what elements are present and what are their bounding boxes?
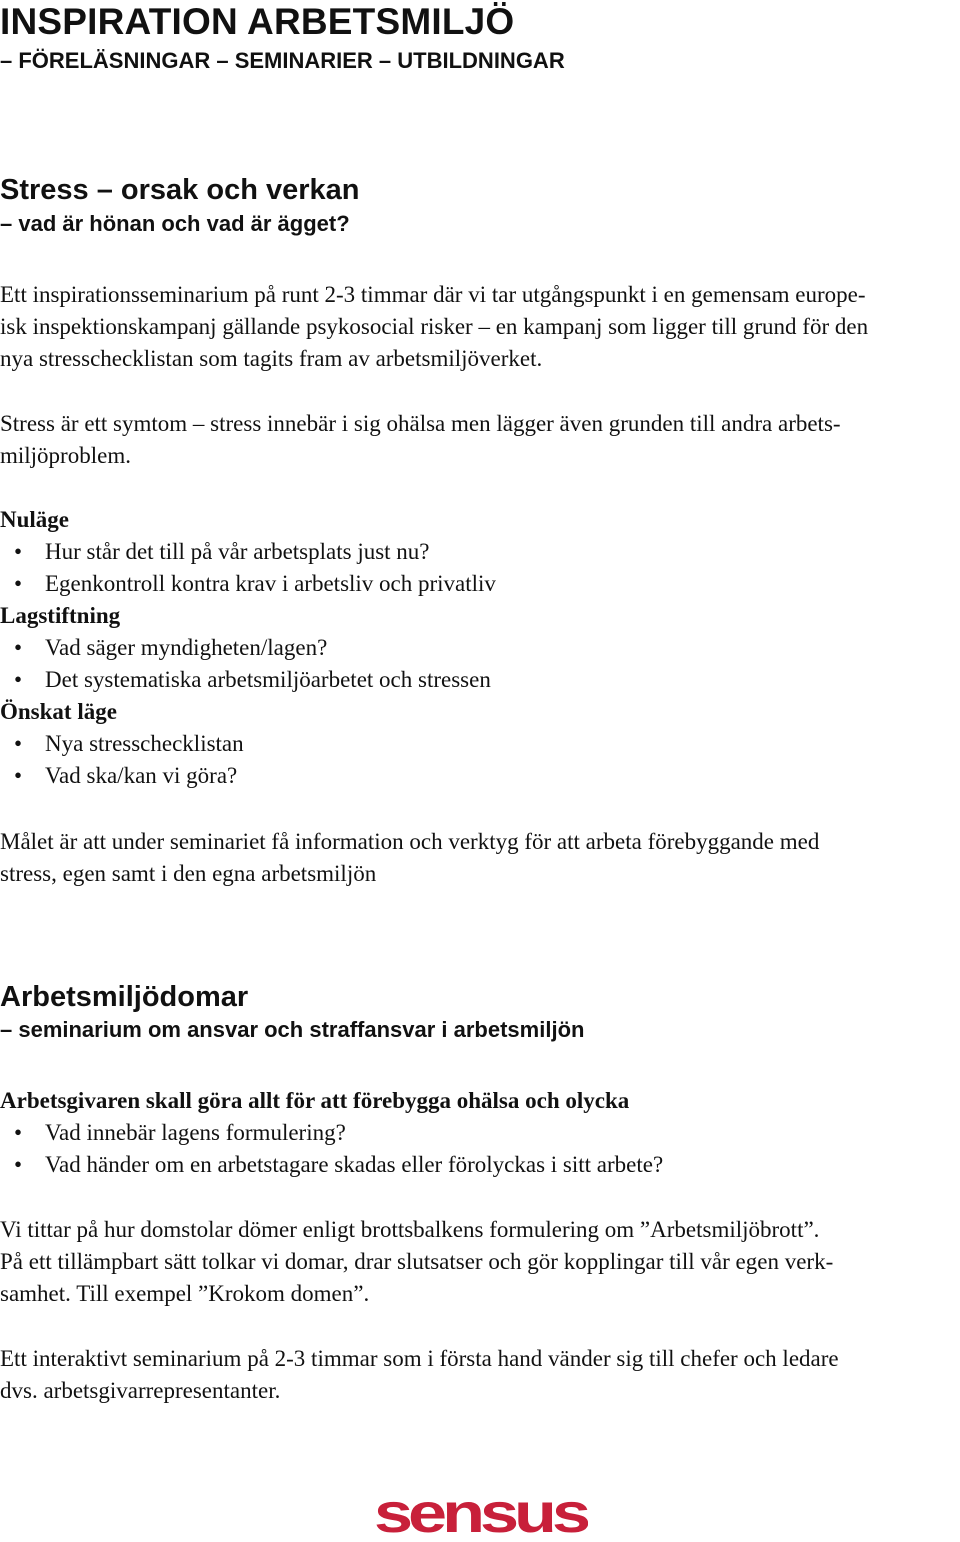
list-item-text: Vad säger myndigheten/lagen? bbox=[45, 635, 328, 660]
list-item-text: Vad innebär lagens formulering? bbox=[45, 1120, 346, 1145]
text-line: isk inspektionskampanj gällande psykosocial risker – en kampanj som ligger till grund för den bbox=[0, 314, 869, 339]
text-line: På ett tillämpbart sätt tolkar vi domar, drar slutsatser och gör kopplingar till vår egen verk- bbox=[0, 1249, 834, 1274]
list-item-text: Nya stresschecklistan bbox=[45, 731, 244, 756]
list-item bbox=[0, 1149, 664, 1181]
page-subtitle: – FÖRELÄSNINGAR – SEMINARIER – UTBILDNINGAR bbox=[0, 48, 565, 73]
list-item-text: Vad händer om en arbetstagare skadas eller förolyckas i sitt arbete? bbox=[45, 1152, 664, 1177]
bullet-icon: • bbox=[14, 731, 23, 756]
sensus-logo bbox=[372, 1488, 588, 1540]
section-domar-title: Arbetsmiljödomar bbox=[0, 981, 249, 1013]
list-item bbox=[0, 1117, 629, 1149]
text-line: Vi tittar på hur domstolar dömer enligt brottsbalkens formulering om ”Arbetsmiljöbrott”. bbox=[0, 1217, 820, 1242]
text-line: samhet. Till exempel ”Krokom domen”. bbox=[0, 1281, 370, 1306]
list-item bbox=[0, 664, 491, 696]
bullet-icon: • bbox=[14, 1120, 23, 1145]
text-line: miljöproblem. bbox=[0, 443, 131, 468]
text-line: stress, egen samt i den egna arbetsmiljön bbox=[0, 861, 377, 886]
list-item-text: Egenkontroll kontra krav i arbetsliv och privatliv bbox=[45, 571, 496, 596]
text-line: Ett inspirationsseminarium på runt 2-3 timmar där vi tar utgångspunkt i en gemensam europe- bbox=[0, 282, 866, 307]
page-title: INSPIRATION ARBETSMILJÖ bbox=[0, 1, 515, 42]
bullet-icon: • bbox=[14, 763, 23, 788]
list-item-text: Hur står det till på vår arbetsplats just nu? bbox=[45, 539, 430, 564]
list-item-text: Det systematiska arbetsmiljöarbetet och stressen bbox=[45, 667, 491, 692]
group-heading-onskat-lage: Önskat läge bbox=[0, 699, 117, 724]
text-line: dvs. arbetsgivarrepresentanter. bbox=[0, 1378, 281, 1403]
bullet-icon: • bbox=[14, 667, 23, 692]
text-line: Målet är att under seminariet få information och verktyg för att arbeta förebyggande med bbox=[0, 829, 820, 854]
bullet-list bbox=[0, 1117, 664, 1181]
list-item bbox=[0, 632, 328, 664]
bullet-icon: • bbox=[14, 571, 23, 596]
bullet-list bbox=[0, 536, 496, 600]
stress-topics bbox=[0, 504, 496, 792]
list-item bbox=[0, 568, 496, 600]
bullet-icon: • bbox=[14, 635, 23, 660]
text-line: Ett interaktivt seminarium på 2-3 timmar som i första hand vänder sig till chefer och ledare bbox=[0, 1346, 839, 1371]
section-stress-subtitle: – vad är hönan och vad är ägget? bbox=[0, 211, 350, 236]
section-stress-title: Stress – orsak och verkan bbox=[0, 174, 360, 206]
group-heading-lagstiftning: Lagstiftning bbox=[0, 603, 121, 628]
list-item bbox=[0, 536, 430, 568]
list-item bbox=[0, 760, 238, 792]
domar-closing-paragraph bbox=[0, 1343, 839, 1407]
list-item-text: Vad ska/kan vi göra? bbox=[45, 763, 238, 788]
bullet-list bbox=[0, 632, 491, 696]
stress-goal-paragraph bbox=[0, 826, 819, 890]
text-line: nya stresschecklistan som tagits fram av arbetsmiljöverket. bbox=[0, 346, 543, 371]
domar-topics bbox=[0, 1085, 664, 1181]
stress-intro-paragraph bbox=[0, 279, 868, 375]
stress-symptom-paragraph bbox=[0, 408, 841, 472]
bullet-list bbox=[0, 728, 244, 792]
list-item bbox=[0, 728, 244, 760]
domar-body-paragraph bbox=[0, 1214, 833, 1310]
bullet-icon: • bbox=[14, 1152, 23, 1177]
group-heading-nulage: Nuläge bbox=[0, 507, 69, 532]
domar-lead: Arbetsgivaren skall göra allt för att förebygga ohälsa och olycka bbox=[0, 1088, 630, 1113]
bullet-icon: • bbox=[14, 539, 23, 564]
section-domar-subtitle: – seminarium om ansvar och straffansvar i arbetsmiljön bbox=[0, 1017, 585, 1042]
text-line: Stress är ett symtom – stress innebär i sig ohälsa men lägger även grunden till andra arbets- bbox=[0, 411, 841, 436]
sensus-logo-wordmark: sensus bbox=[374, 1488, 588, 1540]
